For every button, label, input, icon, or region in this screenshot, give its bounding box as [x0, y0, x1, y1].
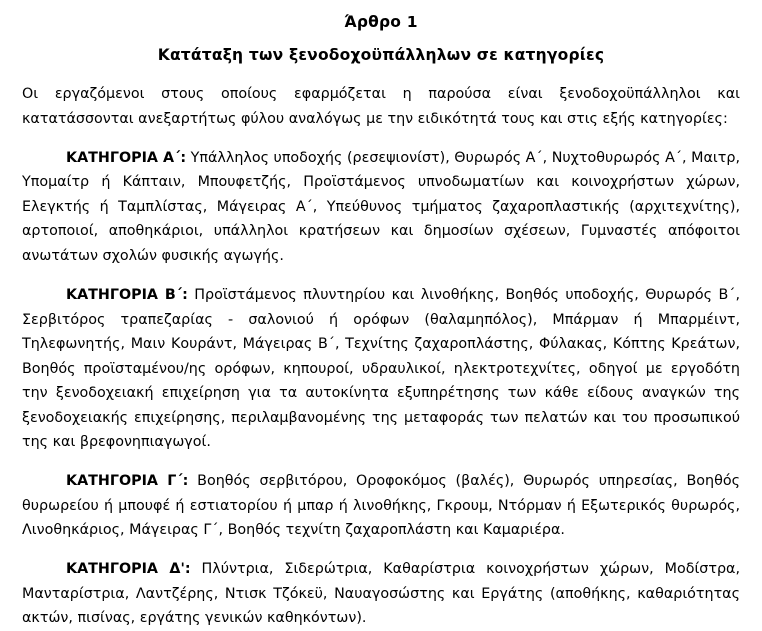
category-paragraph-d [22, 557, 740, 631]
category-label-a: ΚΑΤΗΓΟΡΙΑ Α΄: [66, 149, 187, 166]
page-title: Άρθρο 1 [344, 13, 418, 31]
category-label-b: ΚΑΤΗΓΟΡΙΑ Β΄: [66, 286, 188, 303]
category-paragraph-c [22, 469, 740, 543]
category-text-d: Πλύντρια, Σιδερώτρια, Καθαρίστρια κοινοχρήστων χώρων, Μοδίστρα, Μανταρίστρια, Λαντζέρης, Ντισκ Τζόκεϋ, Ναυαγοσώστης και Εργάτης (αποθήκης, καθαριότητας ακτών, πισίνας, εργάτης γενικών καθηκόντων). [22, 561, 741, 627]
category-text-b: Προϊστάμενος πλυντηρίου και λινοθήκης, Βοηθός υποδοχής, Θυρωρός Β΄, Σερβιτόρος τραπεζαρίας - σαλονιού ή ορόφων (θαλαμηπόλος), Μπάρμαν ή Μπαρμέιντ, Τηλεφωνητής, Μαιν Κουράντ, Μάγειρας Β΄, Τεχνίτης ζαχαροπλάστης, Φύλακας, Κόπτης Κρεάτων, Βοηθός προϊσταμένου/ης ορόφων, κηπουροί, υδραυλικοί, ηλεκτροτεχνίτες, οδηγοί με εργοδότη την ξενοδοχειακή επιχείρηση για τα αυτοκίνητα εξυπηρέτησης των κάθε είδους αναγκών της ξενοδοχειακής επιχείρησης, περιλαμβανομένης της μεταφοράς των πελατών και του προσωπικού της και βρεφονηπιαγωγοί. [22, 286, 740, 451]
category-text-c: Βοηθός σερβιτόρου, Οροφοκόμος (βαλές), Θυρωρός υπηρεσίας, Βοηθός θυρωρείου ή μπουφέ ή εστιατορίου ή μπαρ ή λινοθήκης, Γκρουμ, Ντόρμαν ή Εξωτερικός θυρωρός, Λινοθηκάριος, Μάγειρας Γ΄, Βοηθός τεχνίτη ζαχαροπλάστη και Καμαριέρα. [22, 473, 740, 539]
category-text-a: Υπάλληλος υποδοχής (ρεσεψιονίστ), Θυρωρός Α΄, Νυχτοθυρωρός Α΄, Μαιτρ, Υπομαίτρ ή Κάπταιν, Μπουφετζής, Προϊστάμενος υπνοδωματίων και κοινοχρήστων χώρων, Ελεγκτής ή Ταμπλίστας, Μάγειρας Α΄, Υπεύθυνος τμήματος ζαχαροπλαστικής (αρχιτεχνίτης), αρτοποιοί, αποθηκάριοι, υπάλληλοι κρατήσεων και δημοσίων σχέσεων, Γυμναστές απόφοιτοι ανωτάτων σχολών φυσικής αγωγής. [22, 149, 740, 265]
intro-paragraph: Οι εργαζόμενοι στους οποίους εφαρμόζεται η παρούσα είναι ξενοδοχοϋπάλληλοι και κατατάσσονται ανεξαρτήτως φύλου αναλόγως με την ειδικότητά τους και στις εξής κατηγορίες: [22, 86, 740, 127]
page-subtitle: Κατάταξη των ξενοδοχοϋπάλληλων σε κατηγορίες [157, 46, 605, 65]
category-paragraph-a [22, 146, 740, 269]
category-label-c: ΚΑΤΗΓΟΡΙΑ Γ΄: [66, 473, 189, 490]
category-label-d: ΚΑΤΗΓΟΡΙΑ Δ': [66, 561, 191, 578]
category-paragraph-b [22, 283, 740, 455]
